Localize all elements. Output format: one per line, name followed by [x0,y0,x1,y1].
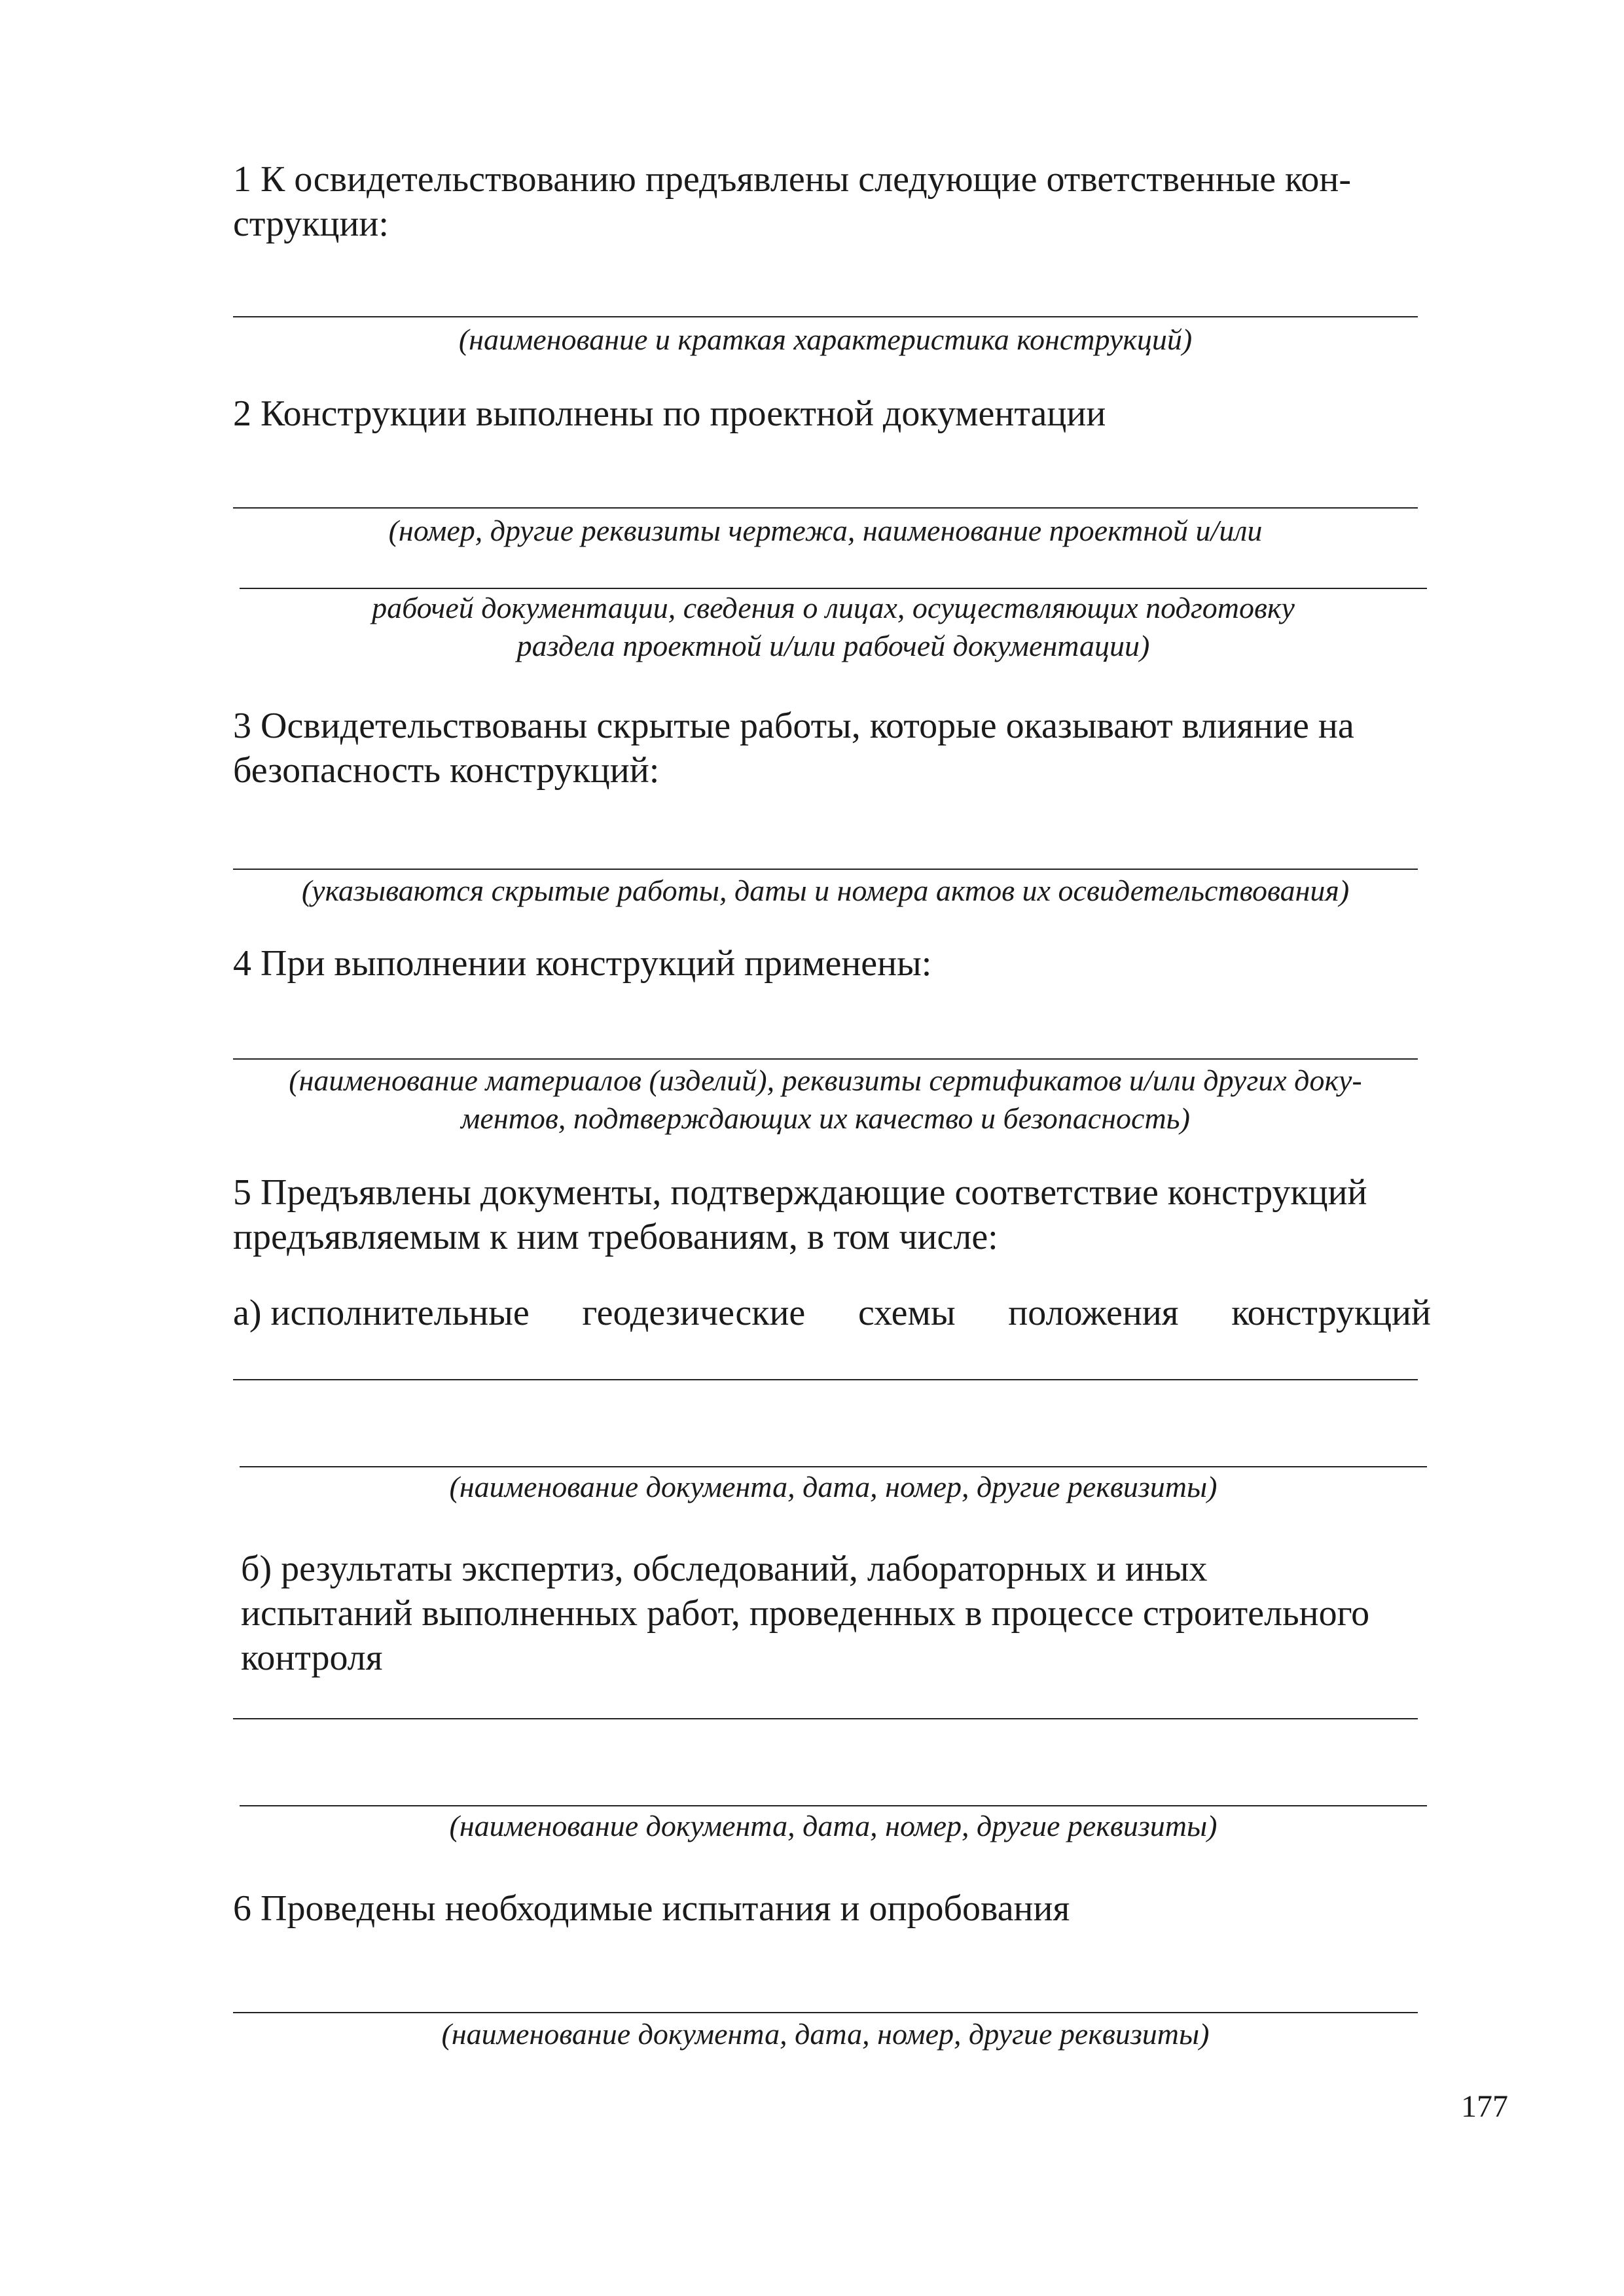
blank-line-5a-2[interactable] [240,1466,1427,1467]
item-5b-line-1: б) результаты экспертиз, обследований, лабораторных и иных [241,1549,1208,1589]
item-5a-word-4: положения [1008,1293,1179,1333]
item-2-text: 2 Конструкции выполнены по проектной документации [233,393,1106,434]
blank-line-6[interactable] [233,2012,1418,2013]
item-3-text [233,704,1431,793]
blank-line-4[interactable] [233,1058,1418,1060]
item-5a-word-3: схемы [857,1293,956,1333]
caption-4 [233,1062,1418,1138]
item-3-line-1: 3 Освидетельствованы скрытые работы, которые оказывают влияние на [233,706,1354,746]
item-1-line-2: струкции: [233,204,389,244]
caption-2a: (номер, другие реквизиты чертежа, наименование проектной и/или [388,514,1263,547]
caption-4-line-1: (наименование материалов (изделий), реквизиты сертификатов и/или других доку- [289,1064,1362,1097]
caption-6: (наименование документа, дата, номер, другие реквизиты) [441,2017,1210,2051]
item-5b-text [241,1547,1432,1680]
item-5-text [233,1170,1431,1259]
caption-2b-line-2: раздела проектной и/или рабочей документации) [516,629,1150,662]
item-5-line-2: предъявляемым к ним требованиям, в том числе: [233,1217,998,1257]
page-number: 177 [1461,2089,1508,2124]
blank-line-2a[interactable] [233,507,1418,509]
item-5b-line-2: испытаний выполненных работ, проведенных в процессе строительного [241,1593,1370,1634]
blank-line-1[interactable] [233,316,1418,317]
blank-line-5a-1[interactable] [233,1379,1418,1380]
caption-2b [240,589,1427,665]
item-5a-word-2: геодезические [582,1293,806,1333]
caption-3: (указываются скрытые работы, даты и номера актов их освидетельствования) [301,874,1350,907]
caption-5b: (наименование документа, дата, номер, другие реквизиты) [449,1809,1218,1842]
caption-5a: (наименование документа, дата, номер, другие реквизиты) [449,1470,1218,1503]
caption-2b-line-1: рабочей документации, сведения о лицах, осуществляющих подготовку [372,591,1295,624]
blank-line-3[interactable] [233,869,1418,870]
item-5a-word-5: конструкций [1231,1293,1431,1333]
caption-4-line-2: ментов, подтверждающих их качество и безопасность) [461,1102,1190,1135]
item-5a-text [233,1291,1431,1335]
item-6-text: 6 Проведены необходимые испытания и опробования [233,1888,1070,1929]
item-5a-word-1: а) исполнительные [233,1293,530,1333]
caption-1: (наименование и краткая характеристика конструкций) [458,323,1193,356]
blank-line-5b-2[interactable] [240,1805,1427,1806]
item-5-line-1: 5 Предъявлены документы, подтверждающие соответствие конструкций [233,1172,1367,1213]
item-3-line-2: безопасность конструкций: [233,750,660,791]
item-5b-line-3: контроля [241,1638,383,1678]
item-1-line-1: 1 К освидетельствованию предъявлены следующие ответственные кон- [233,159,1352,200]
blank-line-5b-1[interactable] [233,1718,1418,1719]
item-1-text [233,157,1424,246]
item-4-text: 4 При выполнении конструкций применены: [233,943,932,984]
